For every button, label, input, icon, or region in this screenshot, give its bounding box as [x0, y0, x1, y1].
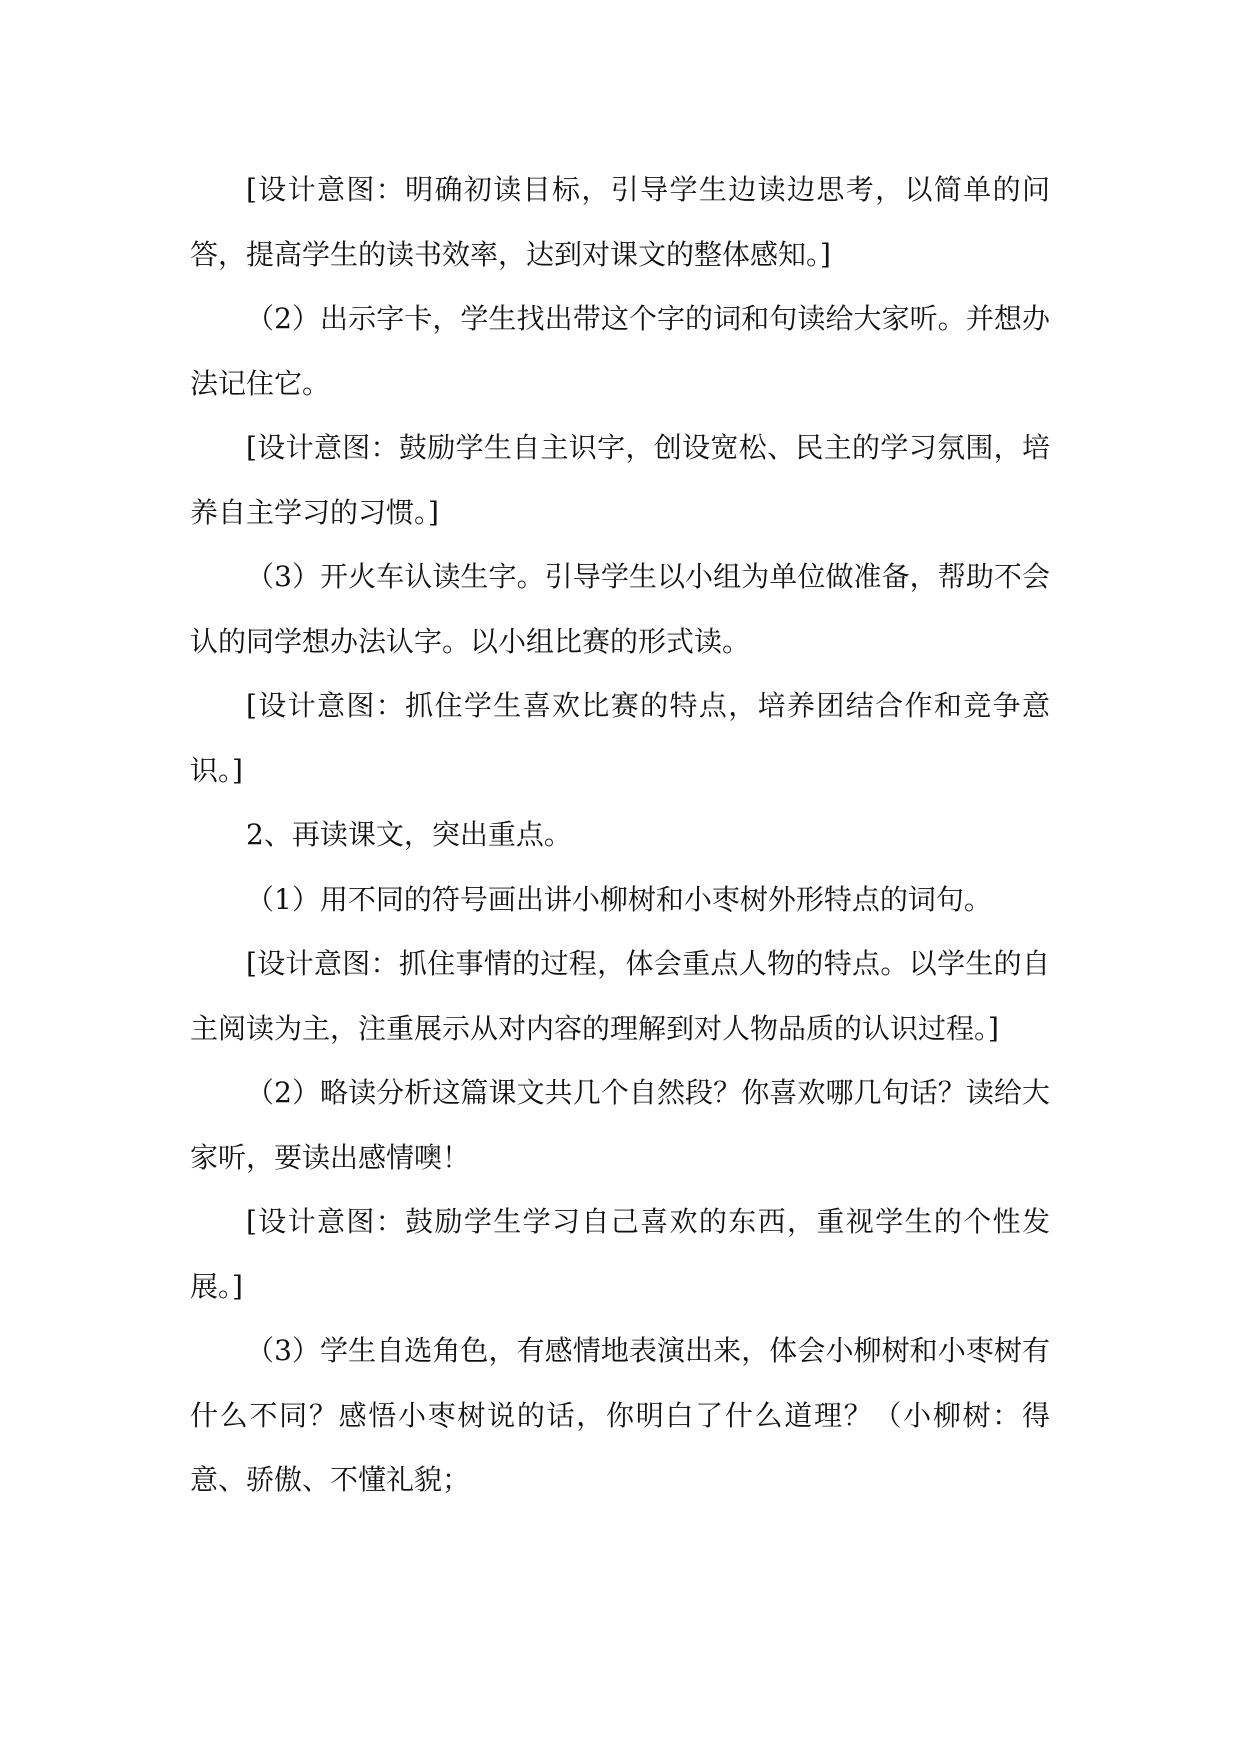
step-paragraph: （3）学生自选角色，有感情地表演出来，体会小柳树和小枣树有什么不同？感悟小枣树说的话，你明白了什么道理？（小柳树：得意、骄傲、不懂礼貌； — [190, 1334, 1050, 1496]
document-body — [190, 158, 1050, 1513]
step-paragraph: （2）出示字卡，学生找出带这个字的词和句读给大家听。并想办法记住它。 — [190, 302, 1050, 400]
step-paragraph: （2）略读分析这篇课文共几个自然段？你喜欢哪几句话？读给大家听，要读出感情噢！ — [190, 1076, 1050, 1174]
design-intent-paragraph: [设计意图：抓住事情的过程，体会重点人物的特点。以学生的自主阅读为主，注重展示从对内容的理解到对人物品质的认识过程。] — [190, 947, 1050, 1045]
step-paragraph: （3）开火车认读生字。引导学生以小组为单位做准备，帮助不会认的同学想办法认字。以小组比赛的形式读。 — [190, 560, 1050, 658]
design-intent-paragraph: [设计意图：鼓励学生自主识字，创设宽松、民主的学习氛围，培养自主学习的习惯。] — [190, 431, 1050, 529]
design-intent-paragraph: [设计意图：鼓励学生学习自己喜欢的东西，重视学生的个性发展。] — [190, 1205, 1050, 1303]
step-paragraph: （1）用不同的符号画出讲小柳树和小枣树外形特点的词句。 — [246, 882, 992, 916]
section-heading: 2、再读课文，突出重点。 — [246, 818, 572, 851]
design-intent-paragraph: [设计意图：明确初读目标，引导学生边读边思考，以简单的问答，提高学生的读书效率，达到对课文的整体感知。] — [190, 173, 1050, 271]
design-intent-paragraph: [设计意图：抓住学生喜欢比赛的特点，培养团结合作和竞争意识。] — [190, 689, 1050, 787]
